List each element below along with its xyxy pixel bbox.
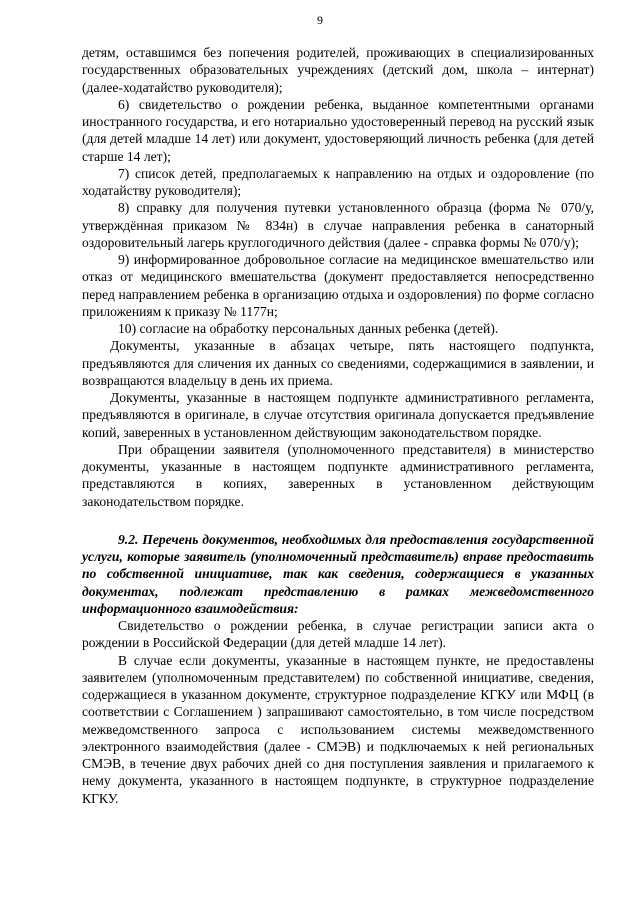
list-item-7: 7) список детей, предполагаемых к направлению на отдых и оздоровление (по ходатайству руководителя); [82,165,594,198]
page-number: 9 [317,13,323,27]
list-item-10: 10) согласие на обработку персональных данных ребенка (детей). [118,321,499,336]
list-item-9: 9) информированное добровольное согласие на медицинское вмешательство или отказ от медицинского вмешательства (документ предоставляется непосредственно перед направлением ребенка в организацию отдыха и оздоровления) по форме согласно приложениям к приказу № 1177н; [82,252,594,319]
paragraph-birth-certificate: Свидетельство о рождении ребенка, в случае регистрации записи акта о рождении в Российской Федерации (для детей младше 14 лет). [82,618,594,651]
paragraph-interagency-request: В случае если документы, указанные в настоящем пункте, не предоставлены заявителем (уполномоченным представителем) по собственной инициативе, сведения, содержащиеся в указанном документе, структурное подразделение КГКУ или МФЦ (в соответствии с Соглашением ) запрашивают самостоятельно, в том числе посредством межведомственного запроса с использованием системы межведомственного электронного взаимодействия (далее - СМЭВ) и подключаемых к ней региональных СМЭВ, в течение двух рабочих дней со дня поступления заявления и прилагаемого к нему документа, указанного в настоящем подпункте, в структурное подразделение КГКУ. [82,652,594,806]
document-body [82,44,594,807]
list-item-8: 8) справку для получения путевки установленного образца (форма № 070/у, утверждённая приказом № 834н) в случае направления ребенка в санаторный оздоровительный лагерь круглогодичного действия (далее - справка формы № 070/у); [82,200,594,250]
list-item-6: 6) свидетельство о рождении ребенка, выданное компетентными органами иностранного государства, и его нотариально удостоверенный перевод на русский язык (для детей младше 14 лет) или документ, удостоверяющий личность ребенка (для детей старше 14 лет); [82,96,594,164]
paragraph-documents-returned: Документы, указанные в абзацах четыре, пять настоящего подпункта, предъявляются для сличения их данных со сведениями, содержащимися в заявлении, и возвращаются владельцу в день их приема. [82,338,594,388]
section-heading-9-2: 9.2. Перечень документов, необходимых для предоставления государственной услуги, которые заявитель (уполномоченный представитель) вправе предоставить по собственной инициативе, так как сведения, содержащиеся в указанных документах, подлежат представлению в рамках межведомственного информационного взаимодействия: [82,531,594,616]
section-spacer [82,510,594,531]
paragraph-ministry-copies: При обращении заявителя (уполномоченного представителя) в министерство документы, указанные в настоящем подпункте административного регламента, представляются в копиях, заверенных в установленном действующим законодательством порядке. [82,441,594,509]
paragraph-continuation: детям, оставшимся без попечения родителей, проживающих в специализированных государственных образовательных учреждениях (детский дом, школа – интернат) (далее-ходатайство руководителя); [82,45,594,95]
paragraph-documents-original: Документы, указанные в настоящем подпункте административного регламента, предъявляются в оригинале, в случае отсутствия оригинала допускается предъявление копий, заверенных в установленном действующим законодательством порядке. [82,390,594,440]
